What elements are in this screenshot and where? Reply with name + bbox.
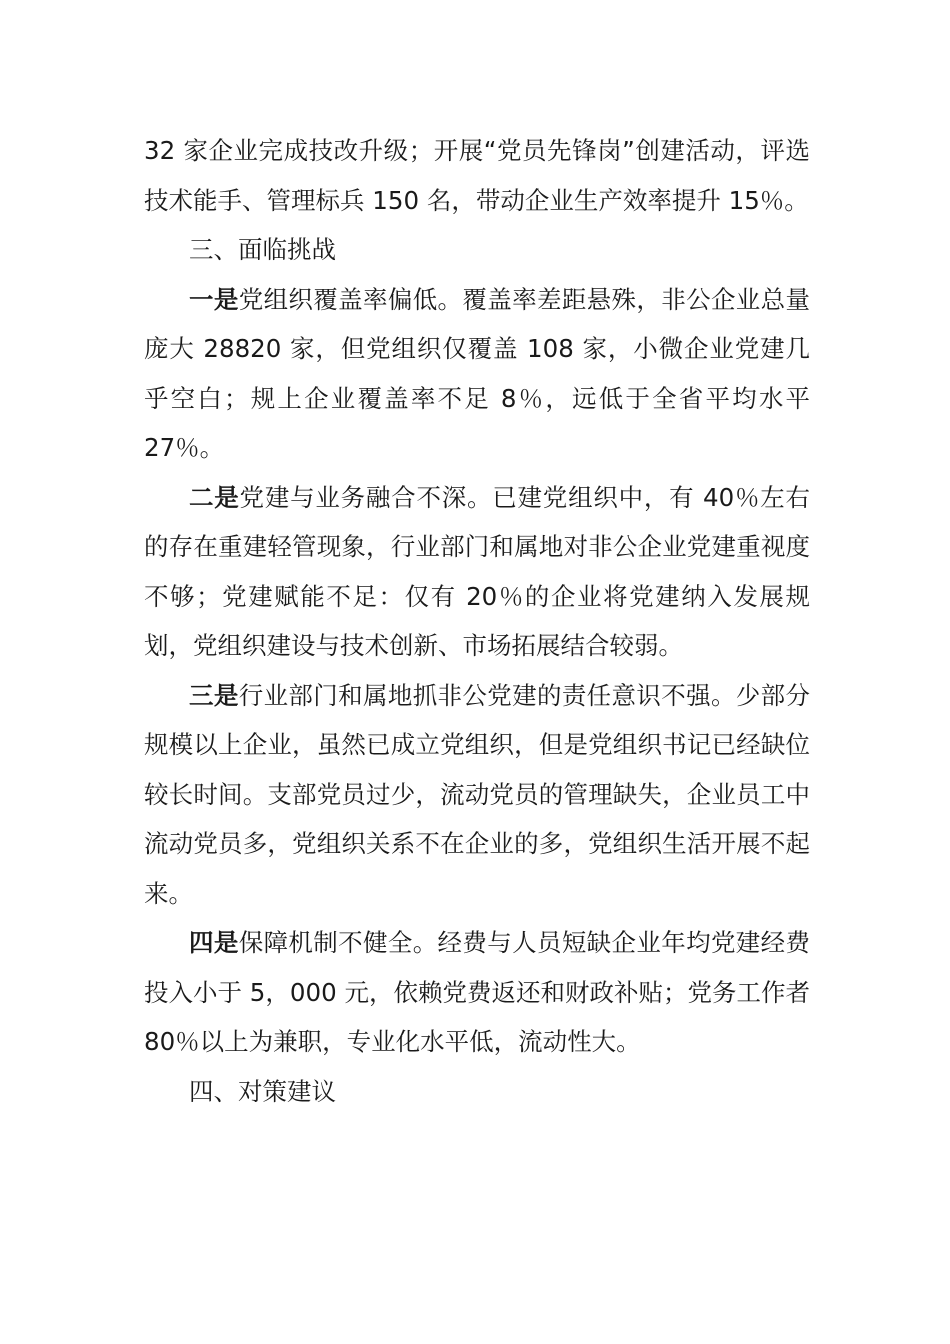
challenge-paragraph-2	[144, 473, 810, 671]
challenge-text-4: 保障机制不健全。经费与人员短缺企业年均党建经费投入小于 5，000 元，依赖党费返还和财政补贴；党务工作者 80％以上为兼职，专业化水平低，流动性大。	[144, 928, 811, 1056]
challenge-paragraph-4	[144, 918, 810, 1067]
challenge-paragraph-3	[144, 671, 810, 919]
challenge-text-3: 行业部门和属地抓非公党建的责任意识不强。少部分规模以上企业，虽然已成立党组织，但是党组织书记已经缺位较长时间。支部党员过少，流动党员的管理缺失，企业员工中流动党员多，党组织关系不在企业的多，党组织生活开展不起来。	[144, 680, 811, 908]
document-body	[144, 126, 810, 1116]
challenge-lead-2: 二是	[189, 482, 240, 512]
continuation-paragraph: 32 家企业完成技改升级；开展“党员先锋岗”创建活动，评选技术能手、管理标兵 150 名，带动企业生产效率提升 15％。	[144, 136, 810, 215]
challenge-lead-3: 三是	[189, 680, 239, 710]
section-three-heading: 三、面临挑战	[189, 235, 336, 264]
challenge-paragraph-1	[144, 275, 810, 473]
challenge-lead-1: 一是	[189, 284, 239, 314]
challenge-text-2: 党建与业务融合不深。已建党组织中，有 40％左右的存在重建轻管现象，行业部门和属地对非公企业党建重视度不够；党建赋能不足：仅有 20％的企业将党建纳入发展规划，党组织建设与技术创新、市场拓展结合较弱。	[144, 482, 810, 660]
challenge-lead-4: 四是	[189, 928, 239, 957]
challenge-text-1: 党组织覆盖率偏低。覆盖率差距悬殊，非公企业总量庞大 28820 家，但党组织仅覆盖 108 家，小微企业党建几乎空白；规上企业覆盖率不足 8％，远低于全省平均水平 27％。	[144, 284, 811, 462]
section-four-heading: 四、对策建议	[189, 1076, 336, 1106]
